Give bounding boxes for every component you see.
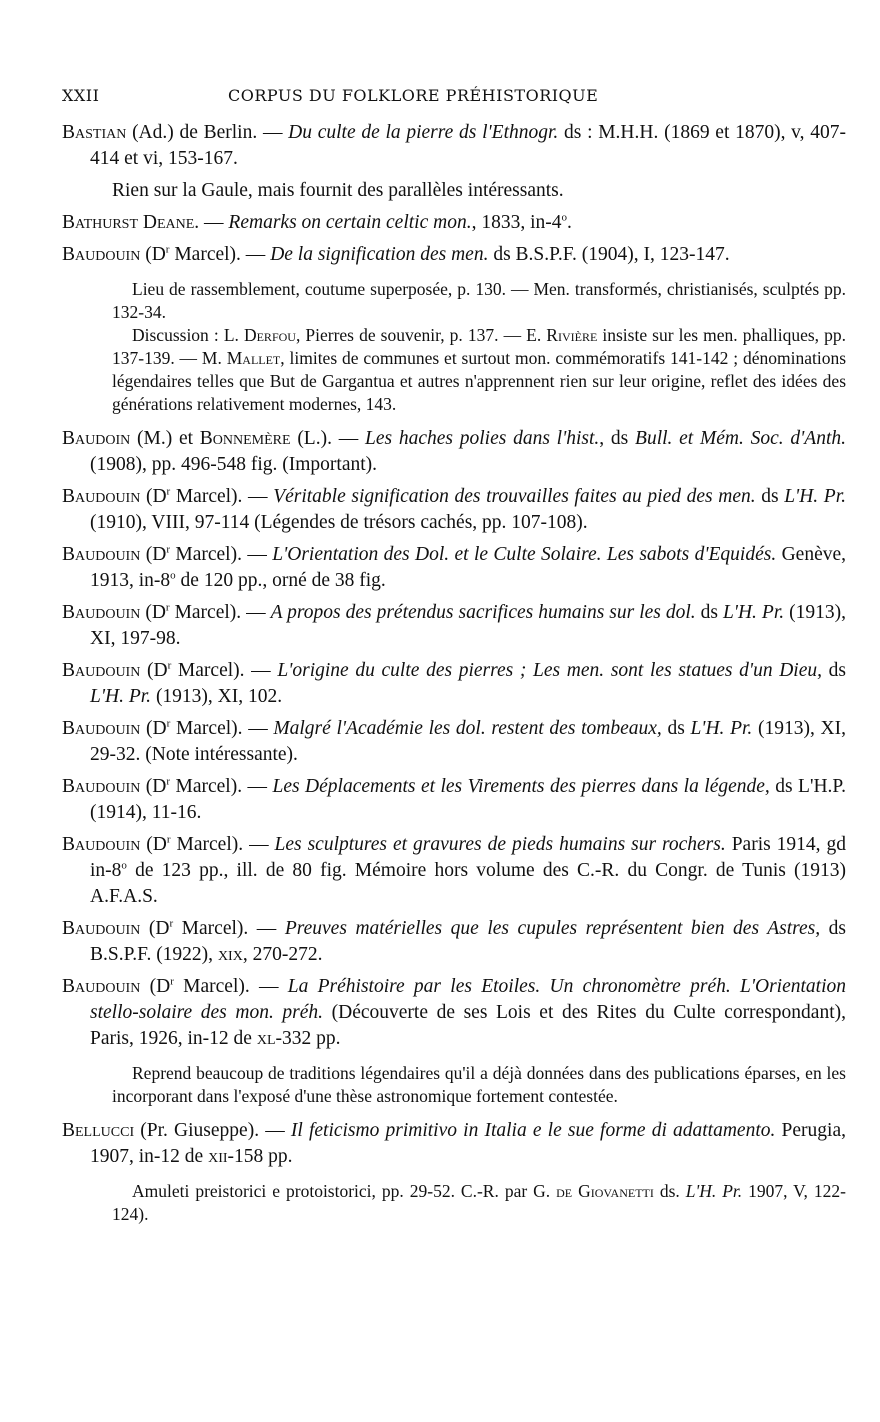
- text-segment: Marcel). —: [170, 776, 273, 797]
- author-name: Bellucci: [62, 1120, 135, 1141]
- text-segment: (D: [140, 776, 167, 797]
- text-segment: ds B.S.P.F. (1904), I, 123-147.: [488, 244, 730, 265]
- bibliography-entry: [62, 974, 846, 1052]
- bibliography-entry: [62, 600, 846, 652]
- text-segment: ds: [695, 602, 723, 623]
- text-segment: r: [165, 601, 170, 614]
- text-segment: Genève, 1913, in-8: [90, 544, 847, 591]
- text-segment: (Pr. Giuseppe). —: [134, 1120, 291, 1141]
- text-segment: , 270-272.: [242, 944, 323, 965]
- text-segment: (L.). —: [290, 428, 365, 449]
- text-segment: , Pierres de souvenir, p. 137. — E.: [295, 325, 547, 345]
- text-segment: (D: [140, 244, 166, 265]
- note-paragraph: [112, 324, 846, 416]
- text-segment: (1913), XI, 197-98.: [90, 602, 846, 649]
- text-segment: (D: [140, 660, 168, 681]
- bibliography-entry: [62, 120, 846, 172]
- text-segment: r: [166, 543, 170, 556]
- work-title: Du culte de la pierre ds l'Ethnogr.: [288, 122, 559, 143]
- text-segment: ds B.S.P.F. (1922),: [90, 918, 847, 965]
- author-name: Baudouin: [62, 976, 141, 997]
- bibliography-entry: [62, 242, 846, 268]
- text-segment: (D: [140, 976, 171, 997]
- text-segment: r: [166, 775, 171, 788]
- text-segment: Marcel). —: [170, 834, 275, 855]
- text-segment: r: [166, 833, 171, 846]
- text-segment: (1913), XI, 29-32. (Note intéressante).: [90, 718, 846, 765]
- text-segment: , limites de communes et surtout mon. commémoratifs 141-142 ; dénominations légendaires telles que But de Gargantua et autres n'apprennent rien sur leur origine, reflet des idées des générations relativement modernes, 143.: [112, 348, 846, 414]
- text-segment: Paris 1914, gd in-8: [90, 834, 846, 881]
- work-title: L'origine du culte des pierres ; Les men. sont les statues d'un Dieu,: [277, 660, 823, 681]
- author-name: Baudouin: [62, 244, 141, 265]
- text-segment: r: [167, 659, 172, 672]
- author-name: Bonnemère: [199, 428, 291, 449]
- text-segment: -158 pp.: [227, 1146, 293, 1167]
- text-segment: de 120 pp., orné de 38 fig.: [175, 570, 386, 591]
- work-title: Remarks on certain celtic mon.: [228, 212, 472, 233]
- text-segment: r: [166, 717, 171, 730]
- text-segment: 1907, V, 122-124).: [112, 1181, 846, 1224]
- running-title: CORPUS DU FOLKLORE PRÉHISTORIQUE: [228, 86, 599, 105]
- work-title: Bull. et Mém. Soc. d'Anth.: [635, 428, 847, 449]
- text-segment: , ds: [599, 428, 636, 449]
- text-segment: (1913), XI, 102.: [151, 686, 283, 707]
- text-segment: Marcel). —: [169, 602, 271, 623]
- author-name: Bastian: [62, 122, 127, 143]
- text-segment: ds: [822, 660, 847, 681]
- bibliography-entry: [62, 1118, 846, 1170]
- author-name: Rivière: [546, 325, 598, 345]
- work-title: Il feticismo primitivo in Italia e le sue forme di adattamento.: [290, 1120, 776, 1141]
- text-segment: r: [169, 917, 174, 930]
- work-title: Malgré l'Académie les dol. restent des tombeaux,: [273, 718, 662, 739]
- author-name: Baudoin: [62, 428, 131, 449]
- bibliography-entry: [62, 484, 846, 536]
- work-title: De la signification des men.: [270, 244, 489, 265]
- annotation-note: [62, 1180, 846, 1226]
- work-title: Les Déplacements et les Virements des pierres dans la légende,: [272, 776, 770, 797]
- author-name: Baudouin: [62, 918, 141, 939]
- text-segment: (D: [140, 602, 166, 623]
- text-segment: (Découverte de ses Lois et des Rites du Culte correspondant), Paris, 1926, in-12 de: [90, 1002, 846, 1049]
- text-segment: ds.: [653, 1181, 686, 1201]
- text-segment: o: [170, 569, 176, 582]
- text-segment: ds: [755, 486, 785, 507]
- text-segment: Rien sur la Gaule, mais fournit des parallèles intéressants.: [112, 180, 564, 201]
- author-name: Baudouin: [62, 776, 141, 797]
- author-name: Baudouin: [62, 834, 141, 855]
- text-segment: Marcel). —: [173, 976, 288, 997]
- work-title: Preuves matérielles que les cupules représentent bien des Astres,: [284, 918, 821, 939]
- author-name: Derfou: [243, 325, 296, 345]
- author-name: Baudouin: [62, 602, 141, 623]
- text-segment: insiste sur les men. phalliques, pp. 137-139. — M.: [112, 325, 846, 368]
- text-segment: Marcel). —: [173, 918, 285, 939]
- work-title: L'H. Pr.: [784, 486, 847, 507]
- work-title: A propos des prétendus sacrifices humains sur les dol.: [270, 602, 696, 623]
- text-segment: Marcel). —: [171, 660, 278, 681]
- text-segment: de 123 pp., ill. de 80 fig. Mémoire hors volume des C.-R. du Congr. de Tunis (1913) A.F.A.S.: [90, 860, 846, 907]
- author-name: xl: [256, 1028, 276, 1049]
- author-name: Baudouin: [62, 660, 141, 681]
- text-segment: Amuleti preistorici e protoistorici, pp. 29-52. C.-R. par G.: [132, 1181, 557, 1201]
- annotation-note: [62, 278, 846, 416]
- bibliography-list: [62, 120, 846, 1236]
- text-segment: Marcel). —: [170, 486, 274, 507]
- annotation-note: [62, 1062, 846, 1108]
- bibliography-entry: [62, 716, 846, 768]
- work-title: L'Orientation des Dol. et le Culte Solaire. Les sabots d'Equidés.: [272, 544, 777, 565]
- text-segment: (D: [140, 486, 167, 507]
- text-segment: (Ad.) de Berlin. —: [126, 122, 289, 143]
- entry-comment: [62, 178, 846, 204]
- bibliography-entry: [62, 210, 846, 236]
- text-segment: ds L'H.P. (1914), 11-16.: [90, 776, 846, 823]
- text-segment: (1908), pp. 496-548 fig. (Important).: [90, 454, 378, 475]
- bibliography-entry: [62, 832, 846, 910]
- work-title: Les haches polies dans l'hist.: [364, 428, 600, 449]
- text-segment: r: [166, 485, 171, 498]
- text-segment: (M.) et: [130, 428, 200, 449]
- note-paragraph: [112, 278, 846, 324]
- text-segment: . —: [194, 212, 229, 233]
- text-segment: (1910), VIII, 97-114 (Légendes de trésors cachés, pp. 107-108).: [90, 512, 588, 533]
- text-segment: o: [121, 859, 127, 872]
- text-segment: Discussion : L.: [132, 325, 244, 345]
- bibliography-entry: [62, 774, 846, 826]
- work-title: Les sculptures et gravures de pieds humains sur rochers.: [274, 834, 726, 855]
- text-segment: (D: [140, 544, 167, 565]
- text-segment: -332 pp.: [275, 1028, 341, 1049]
- note-paragraph: [112, 1062, 846, 1108]
- bibliography-entry: [62, 542, 846, 594]
- author-name: de Giovanetti: [556, 1181, 654, 1201]
- author-name: Baudouin: [62, 718, 141, 739]
- author-name: Baudouin: [62, 486, 141, 507]
- author-name: xix: [217, 944, 243, 965]
- text-segment: Reprend beaucoup de traditions légendaires qu'il a déjà données dans des publications éparses, en les incorporant dans l'exposé d'une thèse astronomique fortement contestée.: [112, 1063, 846, 1106]
- work-title: L'H. Pr.: [685, 1181, 743, 1201]
- text-segment: .: [566, 212, 572, 233]
- page-number: XXII: [62, 86, 100, 105]
- note-paragraph: [112, 1180, 846, 1226]
- text-segment: Marcel). —: [169, 244, 271, 265]
- work-title: La Préhistoire par les Etoiles. Un chronomètre préh. L'Orientation stello-solaire des mon. préh.: [90, 976, 847, 1023]
- text-segment: Perugia, 1907, in-12 de: [90, 1120, 846, 1167]
- text-segment: (D: [140, 718, 167, 739]
- bibliography-entry: [62, 916, 846, 968]
- text-segment: o: [561, 211, 567, 224]
- text-segment: Marcel). —: [170, 718, 274, 739]
- text-segment: , 1833, in-4: [471, 212, 562, 233]
- text-segment: Lieu de rassemblement, coutume superposée, p. 130. — Men. transformés, christianisés, sculptés pp. 132-34.: [112, 279, 846, 322]
- author-name: xii: [208, 1146, 228, 1167]
- text-segment: (D: [140, 834, 167, 855]
- text-segment: ds : M.H.H. (1869 et 1870), v, 407-414 et vi, 153-167.: [90, 122, 846, 169]
- text-segment: ds: [661, 718, 691, 739]
- text-segment: Marcel). —: [169, 544, 273, 565]
- author-name: Bathurst Deane: [62, 212, 195, 233]
- author-name: Baudouin: [62, 544, 141, 565]
- text-segment: r: [170, 975, 174, 988]
- text-segment: r: [165, 243, 170, 256]
- work-title: L'H. Pr.: [722, 602, 785, 623]
- bibliography-entry: [62, 658, 846, 710]
- text-segment: (D: [140, 918, 170, 939]
- bibliography-entry: [62, 426, 846, 478]
- work-title: Véritable signification des trouvailles faites au pied des men.: [273, 486, 756, 507]
- work-title: L'H. Pr.: [690, 718, 753, 739]
- work-title: L'H. Pr.: [90, 686, 152, 707]
- author-name: Mallet: [226, 348, 281, 368]
